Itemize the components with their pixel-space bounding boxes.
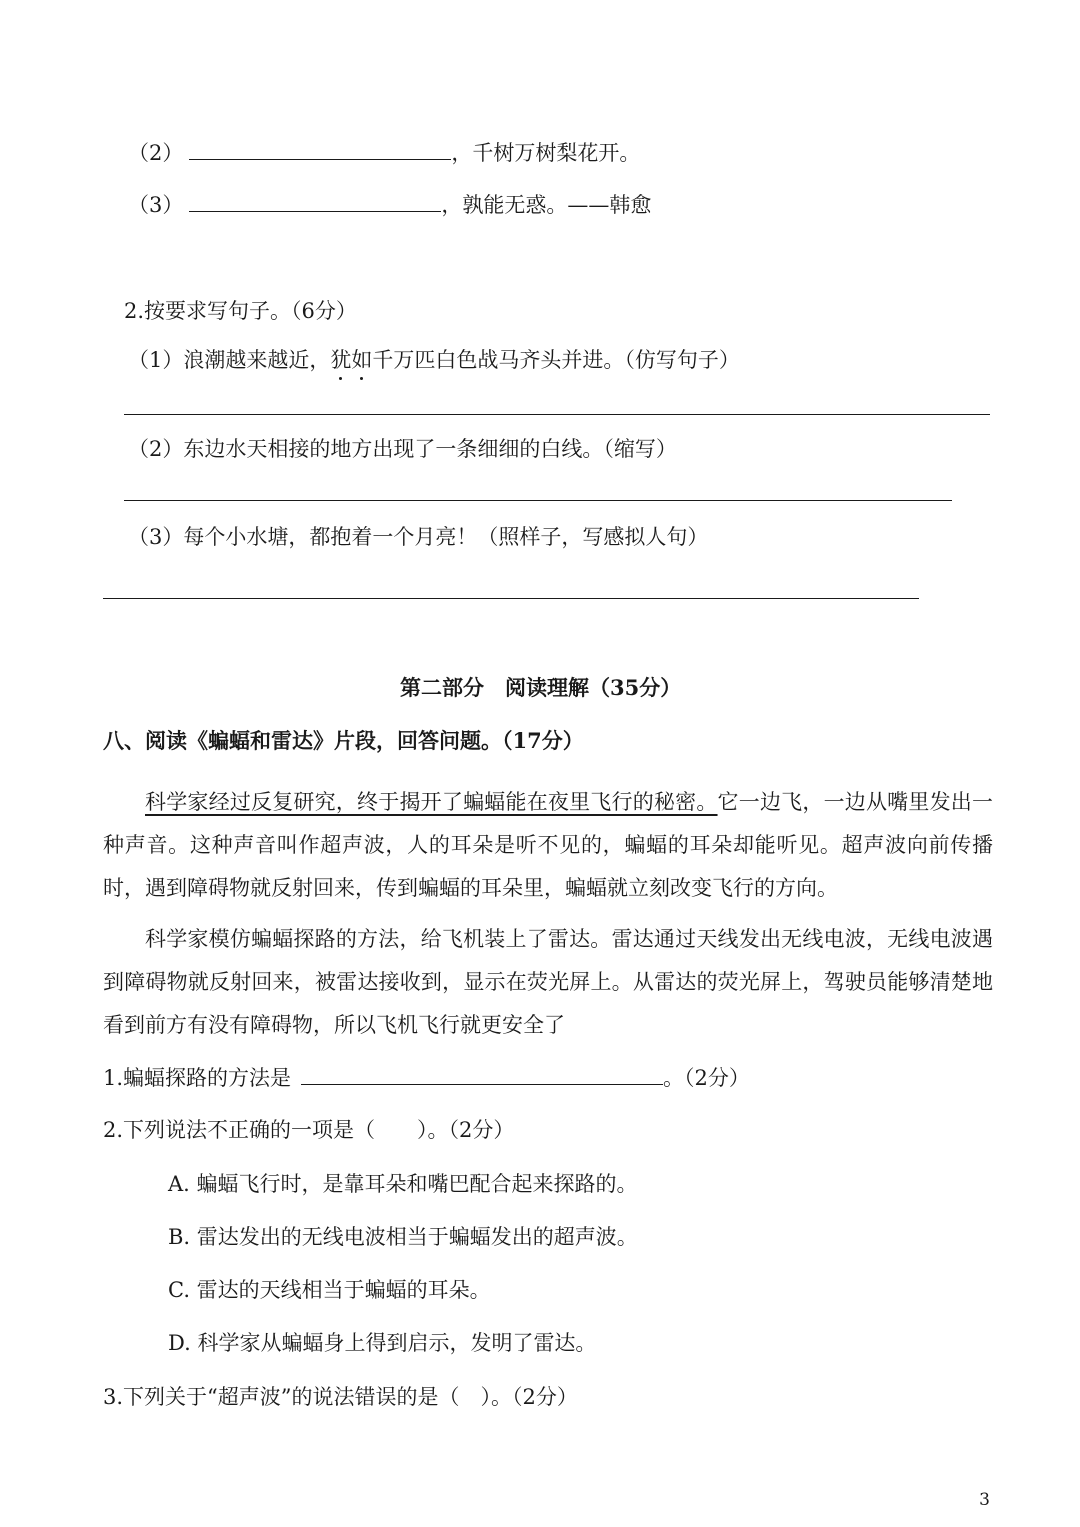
answer-line-1[interactable] — [124, 414, 990, 415]
poetry-q2-blank[interactable] — [189, 137, 451, 160]
poetry-q3-label: （3） — [128, 193, 184, 217]
reading-q1 — [103, 1062, 750, 1093]
sentence-1-post: 千万匹白色战马齐头并进。（仿写句子） — [372, 348, 740, 372]
answer-line-3[interactable] — [103, 598, 919, 599]
poetry-q2 — [128, 137, 640, 168]
poetry-q3-suffix: ，孰能无惑。——韩愈 — [441, 193, 652, 217]
passage-paragraph-1-rest: 它一边飞，一边从嘴里发出一种声音。这种声音叫作超声波，人的耳朵是听不见的，蝙蝠的耳朵却能听见。超声波向前传播时，遇到障碍物就反射回来，传到蝙蝠的耳朵里，蝙蝠就立刻改变飞行的方向。 — [103, 790, 994, 900]
poetry-q2-label: （2） — [128, 141, 184, 165]
reading-q1-pre: 1.蝙蝠探路的方法是 — [103, 1066, 292, 1090]
emphasis-dot — [360, 377, 363, 380]
sentence-1-pre: 浪潮越来越近， — [183, 348, 331, 372]
option-b[interactable]: B. 雷达发出的无线电波相当于蝙蝠发出的超声波。 — [168, 1225, 638, 1249]
option-c[interactable]: C. 雷达的天线相当于蝙蝠的耳朵。 — [168, 1278, 491, 1302]
page-number: 3 — [979, 1490, 990, 1510]
reading-q1-blank[interactable] — [301, 1062, 663, 1085]
passage-underlined-sentence: 科学家经过反复研究，终于揭开了蝙蝠能在夜里飞行的秘密。 — [145, 790, 718, 814]
poetry-q3 — [128, 189, 651, 220]
sentences-heading: 2.按要求写句子。（6分） — [124, 299, 357, 323]
part2-title: 第二部分 阅读理解（35分） — [400, 675, 682, 700]
sentence-1-dotted-words: 犹如 — [330, 348, 372, 372]
reading-q1-post: 。（2分） — [663, 1066, 750, 1090]
answer-line-2[interactable] — [124, 500, 952, 501]
passage-paragraph-1 — [103, 781, 993, 910]
passage-paragraph-2: 科学家模仿蝙蝠探路的方法，给飞机装上了雷达。雷达通过天线发出无线电波，无线电波遇到障碍物就反射回来，被雷达接收到，显示在荧光屏上。从雷达的荧光屏上，驾驶员能够清楚地看到前方有没有障碍物，所以飞机飞行就更安全了 — [103, 927, 993, 1037]
emphasis-dot — [339, 377, 342, 380]
sentence-2: （2）东边水天相接的地方出现了一条细细的白线。（缩写） — [128, 437, 677, 461]
reading-q3: 3.下列关于“超声波”的说法错误的是（ ）。（2分） — [103, 1385, 578, 1409]
poetry-q3-blank[interactable] — [189, 189, 441, 212]
sentence-1 — [128, 345, 740, 375]
sentence-3: （3）每个小水塘，都抱着一个月亮！（照样子，写感拟人句） — [128, 525, 709, 549]
option-a[interactable]: A. 蝙蝠飞行时，是靠耳朵和嘴巴配合起来探路的。 — [168, 1172, 638, 1196]
sentence-1-label: （1） — [128, 348, 184, 372]
reading-q2: 2.下列说法不正确的一项是（ ）。（2分） — [103, 1118, 515, 1142]
option-d[interactable]: D. 科学家从蝙蝠身上得到启示，发明了雷达。 — [168, 1331, 597, 1355]
section-8-heading: 八、阅读《蝙蝠和雷达》片段，回答问题。（17分） — [103, 728, 584, 753]
poetry-q2-suffix: ，千树万树梨花开。 — [451, 141, 641, 165]
